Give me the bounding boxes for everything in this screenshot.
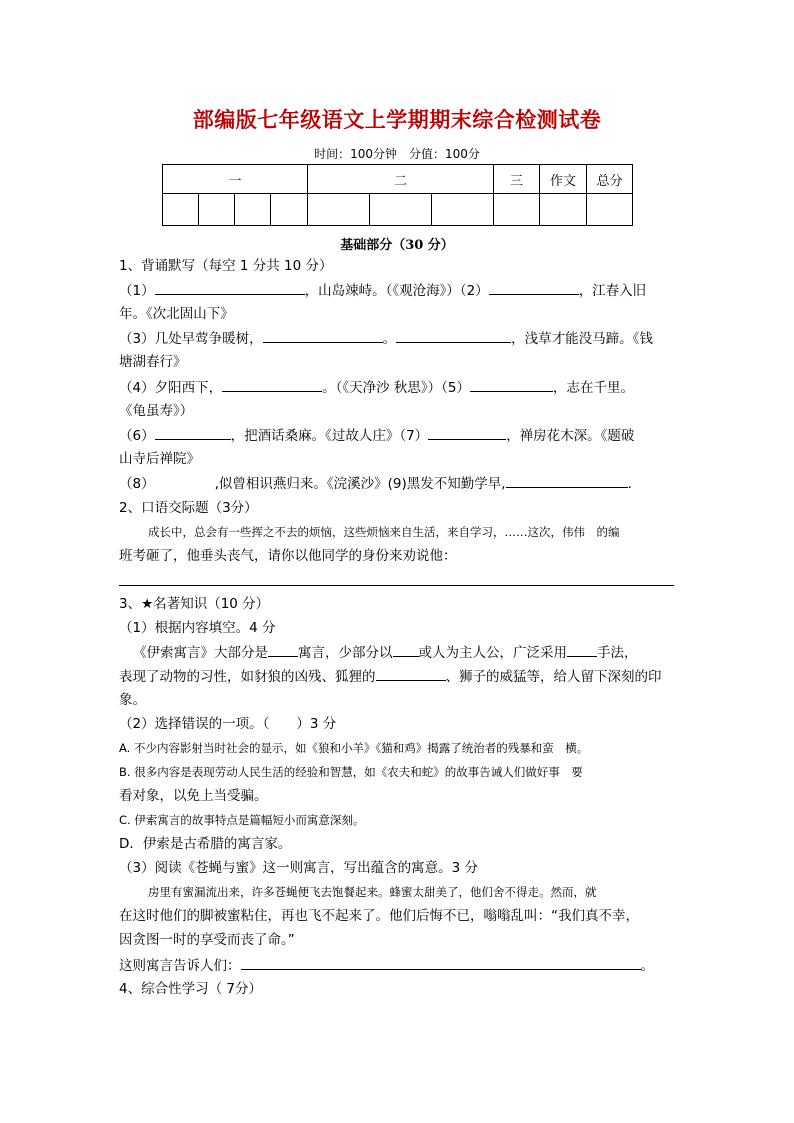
text: ，山岛竦峙。（《观沧海》）（2） bbox=[304, 283, 489, 299]
q3-sub1: （1）根据内容填空。4 分 bbox=[119, 620, 276, 636]
q1-line bbox=[119, 425, 684, 446]
time-and-score-info: 时间：100分钟 分值：100分 bbox=[314, 147, 480, 161]
answer-blank[interactable] bbox=[155, 425, 231, 440]
text: （1） bbox=[119, 283, 155, 299]
answer-blank[interactable] bbox=[222, 377, 322, 392]
score-header-total: 总分 bbox=[587, 165, 633, 194]
q3-header: 3、★名著知识（10 分） bbox=[119, 596, 270, 612]
text: 或人为主人公，广泛采用 bbox=[418, 645, 567, 661]
text: ，浅草才能没马蹄。《钱 bbox=[511, 331, 653, 347]
text: ，禅房花木深。《题破 bbox=[506, 428, 635, 444]
text: 、狮子的威猛等，给人留下深刻的印 bbox=[445, 669, 662, 685]
text: 手法， bbox=[597, 645, 638, 661]
q3-sub2: （2）选择错误的一项。（ ）3 分 bbox=[119, 716, 337, 732]
score-table bbox=[162, 164, 633, 226]
text: ，江春入旧 bbox=[578, 283, 647, 299]
q1-line: 山寺后禅院》 bbox=[119, 451, 200, 467]
answer-blank[interactable] bbox=[396, 328, 511, 343]
q3-fill-line: 象。 bbox=[119, 692, 146, 708]
q3-option-b[interactable]: B. 很多内容是表现劳动人民生活的经验和智慧，如《农夫和蛇》的故事告诫人们做好事 要 bbox=[119, 765, 583, 779]
answer-blank[interactable] bbox=[263, 328, 383, 343]
q2-header: 2、口语交际题（3分） bbox=[119, 500, 258, 516]
q3-option-b-cont: 看对象，以免上当受骗。 bbox=[119, 788, 268, 804]
score-header-part2: 二 bbox=[308, 165, 494, 194]
text: 《伊索寓言》大部分是 bbox=[133, 645, 268, 661]
score-header-part3: 三 bbox=[494, 165, 540, 194]
text: 寓言，少部分以 bbox=[298, 645, 393, 661]
q3-fill-line bbox=[133, 642, 698, 663]
text: （3）几处早莺争暖树， bbox=[119, 331, 263, 347]
text: 。 bbox=[382, 331, 397, 347]
score-cell[interactable] bbox=[235, 194, 271, 226]
text: （6） bbox=[119, 428, 155, 444]
text: ，把酒话桑麻。《过故人庄》（7） bbox=[230, 428, 429, 444]
q3-fill-line bbox=[119, 666, 684, 687]
exam-title: 部编版七年级语文上学期期末综合检测试卷 bbox=[192, 107, 602, 132]
text: 。（《天净沙 秋思》）（5） bbox=[322, 380, 470, 396]
q1-line: 年。《次北固山下》 bbox=[119, 306, 234, 322]
score-cell[interactable] bbox=[163, 194, 199, 226]
q1-line bbox=[119, 280, 684, 301]
section-heading: 基础部分（30 分） bbox=[340, 238, 454, 253]
q3-option-d[interactable]: D．伊索是古希腊的寓言家。 bbox=[119, 836, 292, 852]
answer-blank[interactable] bbox=[567, 642, 597, 657]
answer-blank[interactable] bbox=[376, 666, 446, 681]
q3-reading-line: 房里有蜜漏流出来，许多苍蝇便飞去饱餐起来。蜂蜜太甜美了，他们舍不得走。然而，就 bbox=[148, 885, 597, 899]
text: 。 bbox=[640, 958, 654, 974]
answer-blank[interactable] bbox=[506, 473, 628, 488]
score-cell[interactable] bbox=[271, 194, 308, 226]
score-cell[interactable] bbox=[370, 194, 432, 226]
text: 表现了动物的习性，如豺狼的凶残、狐狸的 bbox=[119, 669, 376, 685]
q3-option-c[interactable]: C. 伊索寓言的故事特点是篇幅短小而寓意深刻。 bbox=[119, 813, 365, 827]
q2-prompt-line: 成长中，总会有一些挥之不去的烦恼，这些烦恼来自生活，来自学习，……这次，伟伟 的编 bbox=[148, 525, 620, 539]
q3-answer-line bbox=[119, 955, 684, 976]
text: ,似曾相识燕归来。《浣溪沙》(9)黑发不知勤学早, bbox=[214, 476, 506, 492]
text: （4）夕阳西下， bbox=[119, 380, 223, 396]
answer-blank[interactable] bbox=[241, 955, 641, 970]
answer-blank[interactable] bbox=[155, 280, 305, 295]
score-cell[interactable] bbox=[587, 194, 633, 226]
q4-header: 4、综合性学习（ 7分） bbox=[119, 981, 262, 997]
score-header-essay: 作文 bbox=[540, 165, 587, 194]
answer-blank[interactable] bbox=[393, 642, 419, 657]
q3-reading-line: 因贪图一时的享受而丧了命。” bbox=[119, 932, 295, 948]
q1-line: 塘湖春行》 bbox=[119, 354, 187, 370]
score-header-part1: 一 bbox=[163, 165, 308, 194]
q3-sub3: （3）阅读《苍蝇与蜜》这一则寓言，写出蕴含的寓意。3 分 bbox=[119, 860, 478, 876]
answer-blank[interactable] bbox=[268, 642, 298, 657]
text: （8） bbox=[119, 476, 155, 492]
score-cell[interactable] bbox=[494, 194, 540, 226]
q2-answer-line[interactable] bbox=[119, 585, 674, 586]
text: ，志在千里。 bbox=[552, 380, 634, 396]
score-cell[interactable] bbox=[540, 194, 587, 226]
q1-line bbox=[119, 328, 684, 349]
answer-blank[interactable] bbox=[470, 377, 553, 392]
score-cell[interactable] bbox=[308, 194, 370, 226]
answer-blank[interactable] bbox=[489, 280, 579, 295]
text: . bbox=[627, 476, 632, 492]
q1-line: 《龟虽寿》） bbox=[119, 403, 194, 419]
q2-prompt-line: 班考砸了，他垂头丧气，请你以他同学的身份来劝说他： bbox=[119, 548, 457, 564]
q1-header: 1、背诵默写（每空 1 分共 10 分） bbox=[119, 258, 333, 274]
text: 这则寓言告诉人们： bbox=[119, 958, 241, 974]
score-cell[interactable] bbox=[432, 194, 494, 226]
score-cell[interactable] bbox=[199, 194, 235, 226]
q3-reading-line: 在这时他们的脚被蜜粘住，再也飞不起来了。他们后悔不已，嗡嗡乱叫：“我们真不幸， bbox=[119, 908, 639, 924]
q3-option-a[interactable]: A. 不少内容影射当时社会的显示，如《狼和小羊》《猫和鸡》揭露了统治者的残暴和蛮 横。 bbox=[119, 741, 589, 755]
answer-blank[interactable] bbox=[428, 425, 506, 440]
q1-line bbox=[119, 473, 684, 494]
q1-line bbox=[119, 377, 684, 398]
